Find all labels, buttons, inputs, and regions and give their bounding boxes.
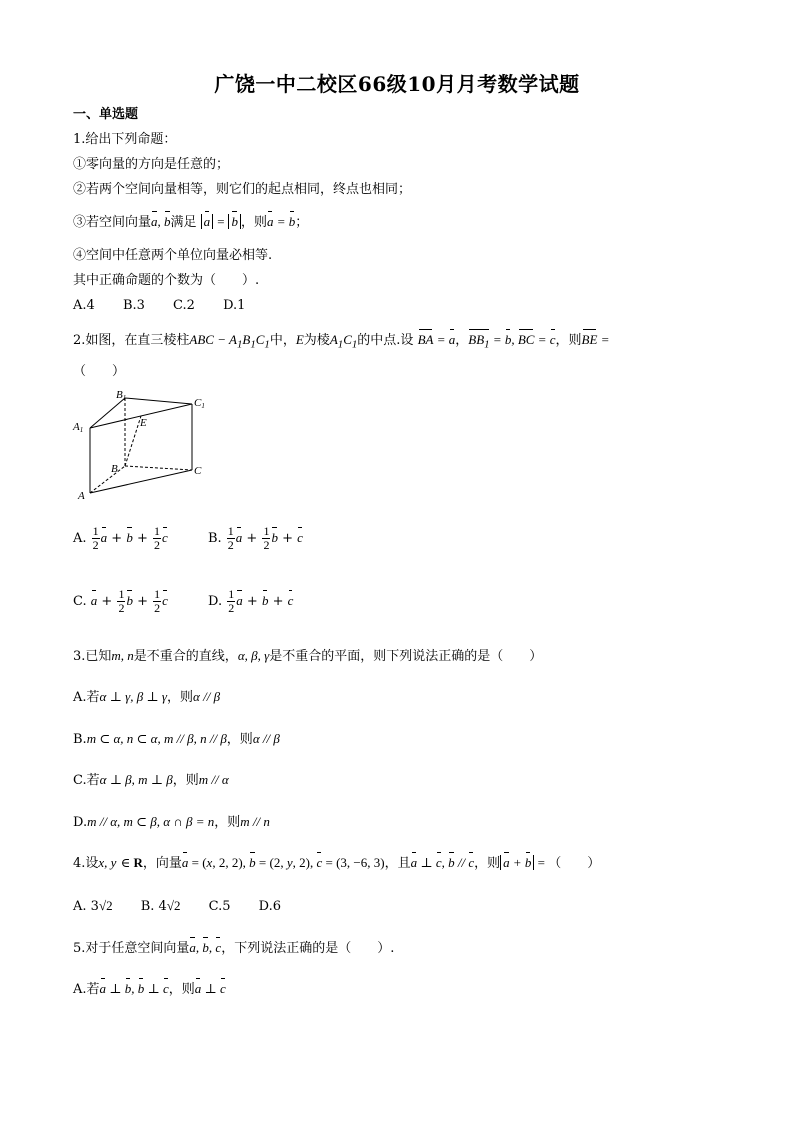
q1-stem: 1.给出下列命题： [73, 132, 177, 147]
edge-bc [125, 466, 192, 470]
q5-stem: 5.对于任意空间向量a, b, c，下列说法正确的是（ ）. [73, 940, 395, 956]
q1-statement-1: ①零向量的方向是任意的； [73, 157, 230, 172]
q3-option-c[interactable]: C.若α ⊥ β, m ⊥ β，则m // α [73, 772, 229, 788]
q1-statement-2: ②若两个空间向量相等，则它们的起点相同，终点也相同； [73, 182, 412, 197]
q4-stem: 4.设x, y ∈ R，向量a = (x, 2, 2), b = (2, y, 2), c = (3, −6, 3)，且a ⊥ c, b // c，则 a + b = （ ） [73, 855, 601, 871]
label-a: A [78, 490, 85, 502]
q3-stem: 3.已知m, n是不重合的直线，α, β, γ是不重合的平面，则下列说法正确的是（ ） [73, 648, 543, 664]
q2-blank: （ ） [73, 364, 126, 379]
label-a1: A1 [73, 421, 84, 434]
q2-option-d[interactable]: D. $\frac{1}{2}$ a + b + c [208, 587, 294, 615]
label-b: B [111, 463, 118, 475]
q5-option-a[interactable]: A.若a ⊥ b, b ⊥ c，则a ⊥ c [73, 981, 226, 997]
q1-option-b[interactable]: B.3 [122, 298, 145, 313]
edge-b1c1 [125, 398, 192, 404]
q4-options [73, 897, 305, 916]
prism-figure [70, 388, 210, 503]
q2-option-a[interactable]: A. $\frac{1}{2}$ a + b + $\frac{1}{2}$ c [73, 524, 168, 552]
label-e: E [140, 417, 147, 429]
q1-ask: 其中正确命题的个数为（ ）. [73, 273, 260, 288]
edge-ac [90, 470, 192, 493]
q2-options-cd [73, 588, 317, 615]
label-c: C [194, 465, 202, 477]
q1-statement-3: ③若空间向量a, b满足 a = b ，则a = b； [73, 214, 309, 230]
q2-option-b[interactable]: B. $\frac{1}{2}$ a + $\frac{1}{2}$ b + c [207, 524, 303, 552]
q2-options-ab [73, 525, 327, 552]
q3-option-d[interactable]: D.m // α, m ⊂ β, α ∩ β = n，则m // n [73, 814, 270, 830]
q4-option-b[interactable]: B. 4√2 [140, 898, 181, 914]
q1-options [73, 297, 269, 315]
section-heading: 一、单选题 [73, 107, 139, 122]
q3-option-b[interactable]: B.m ⊂ α, n ⊂ α, m // β, n // β，则α // β [73, 731, 280, 747]
q3-option-a[interactable]: A.若α ⊥ γ, β ⊥ γ，则α // β [73, 689, 221, 705]
label-b1: B1 [116, 389, 127, 402]
q1-option-c[interactable]: C.2 [173, 298, 195, 313]
q1-statement-4: ④空间中任意两个单位向量必相等. [73, 248, 273, 263]
q2-option-c[interactable]: C. a + $\frac{1}{2}$ b + $\frac{1}{2}$ c [73, 587, 168, 615]
label-c1: C1 [194, 397, 205, 410]
q1-option-d[interactable]: D.1 [223, 298, 246, 313]
q4-option-c[interactable]: C.5 [208, 899, 231, 914]
q2-stem: 2.如图，在直三棱柱ABC − $A_1B_1C_1$中，E为棱$A_1C_1$的中点.设 BA = a，$BB_1 = b$, BC = c，则BE = [73, 331, 609, 354]
q4-option-d[interactable]: D.6 [258, 899, 281, 914]
q1-option-a[interactable]: A.4 [73, 298, 95, 313]
edge-be [125, 416, 141, 466]
q4-option-a[interactable]: A. 3√2 [73, 898, 113, 914]
page-title: 广饶一中二校区66级10月月考数学试题 [214, 72, 580, 96]
